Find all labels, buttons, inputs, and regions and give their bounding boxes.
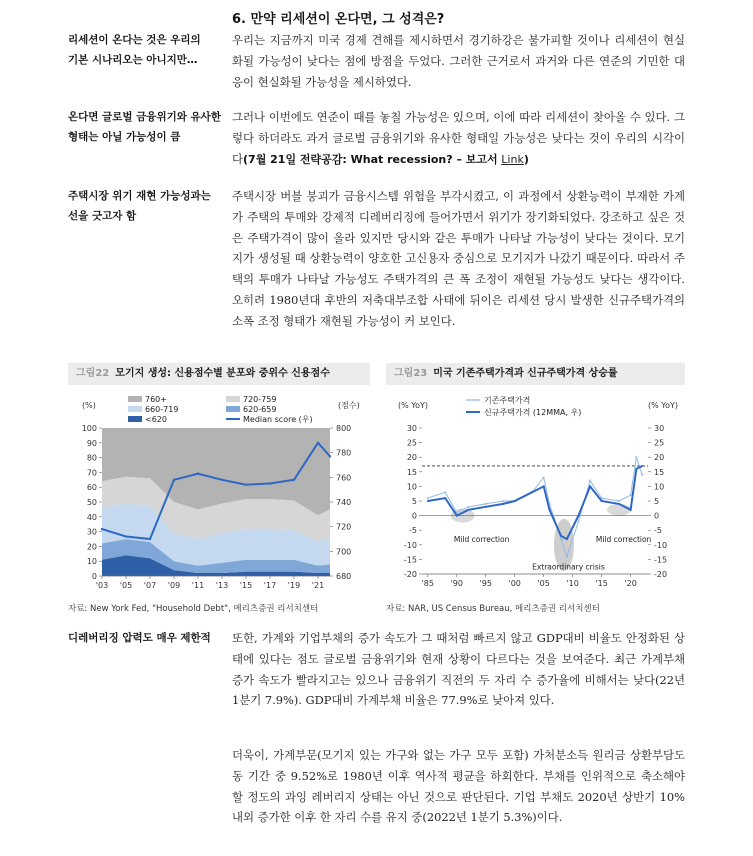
new-price-point	[531, 491, 533, 493]
left-tick-label: 70	[86, 468, 97, 478]
legend-swatch-620-659	[226, 406, 240, 412]
new-price-point	[566, 538, 568, 540]
side-note-line: 형태는 아닐 가능성이 큼	[68, 131, 181, 143]
paragraph-4: 또한, 가계와 기업부채의 증가 속도가 그 때처럼 빠르지 않고 GDP대비 비율도 안정화된 상태에 있다는 점도 글로벌 금융위기와 현재 상황이 다르다는 것을 보여준다. 최근 가계부채 증가 속도가 빨라지고는 있으나 금융위기 직전의 두 자리 수 증가율에 비해서는 낮다(22년 1분기 7.9%). GDP대비 가계부채 비율은 77.9%로 낮아져 있다.	[232, 631, 685, 708]
left-tick-label: 60	[86, 483, 97, 493]
median-score-point	[317, 442, 319, 444]
legend-620: <620	[145, 415, 167, 424]
new-price-point	[502, 503, 504, 505]
paragraph-2-text: 그러나 이번에도 연준이 때를 놓칠 가능성은 있으며, 이에 따라 리세션이 찾아올 수 있다. 그렇다 하더라도 과거 글로벌 금융위기와 유사한 형태일 가능성은 낮다는 것이 우리의 시각이다	[232, 110, 685, 166]
median-score-point	[101, 528, 103, 530]
left-tick-label: 0	[411, 511, 417, 521]
new-price-point	[485, 506, 487, 508]
legend-swatch-760	[128, 396, 142, 402]
median-score-point	[149, 538, 151, 540]
paragraph-2	[232, 107, 685, 170]
existing-price-point	[589, 480, 591, 482]
right-tick-label: 760	[336, 473, 352, 483]
x-tick-label: '05	[119, 581, 133, 590]
figure23-right-unit: (% YoY)	[648, 401, 678, 410]
median-score-point	[269, 482, 271, 484]
median-score-point	[125, 535, 127, 537]
new-price-point	[514, 500, 516, 502]
legend-660: 660-719	[145, 405, 179, 414]
figure22-chart	[68, 392, 370, 598]
legend-new: 신규주택가격 (12MMA, 우)	[484, 408, 582, 417]
report-reference-close: )	[523, 152, 529, 166]
legend-720: 720-759	[243, 395, 277, 404]
new-price-point	[589, 485, 591, 487]
side-note-deleveraging	[68, 628, 228, 648]
x-tick-label: '85	[421, 579, 434, 588]
side-note-line: 기본 시나리오는 아니지만…	[68, 54, 198, 66]
legend-620-659: 620-659	[243, 405, 277, 414]
left-tick-label: -15	[403, 555, 417, 565]
new-home-price-line	[428, 466, 642, 539]
left-tick-label: -20	[403, 570, 417, 579]
existing-price-point	[444, 491, 446, 493]
median-score-point	[245, 484, 247, 486]
new-price-point	[641, 465, 643, 467]
median-score-point	[173, 479, 175, 481]
existing-price-point	[427, 497, 429, 499]
left-tick-label: 90	[86, 438, 97, 448]
right-tick-label: 10	[654, 482, 665, 492]
right-tick-label: 720	[336, 522, 352, 532]
x-tick-label: '19	[287, 581, 301, 590]
x-tick-label: '15	[239, 581, 253, 590]
right-tick-label: -15	[654, 555, 668, 565]
paragraph-5: 더욱이, 가계부문(모기지 있는 가구와 없는 가구 모두 포함) 가처분소득 원리금 상환부담도 동 기간 중 9.52%로 1980년 이후 역사적 평균을 하회한다. 부채를 인위적으로 축소해야 할 정도의 과잉 레버리지 상태는 아닌 것으로 판단된다. 기업 부채도 2020년 상반기 10% 내외 증가한 이후 한 자리 수를 유지 중(2022년 1분기 5.3%)이다.	[232, 748, 685, 825]
new-price-point	[543, 485, 545, 487]
paragraph-1: 우리는 지금까지 미국 경제 견해를 제시하면서 경기하강은 불가피할 것이나 리세션이 현실화될 가능성이 낮다는 점에 방점을 두었다. 그러한 근거로서 과거와 다른 연준의 기민한 대응이 현실화될 가능성을 제시하였다.	[232, 33, 685, 89]
median-score-point	[197, 472, 199, 474]
left-tick-label: -5	[409, 526, 417, 536]
median-score-point	[329, 455, 331, 457]
annotation-mild-correction-2: Mild correction	[595, 534, 652, 544]
legend-swatch-720	[226, 396, 240, 402]
median-score-point	[293, 479, 295, 481]
side-note-gfc	[68, 107, 228, 147]
existing-price-point	[543, 477, 545, 479]
side-note-line: 디레버리징 압력도 매우 제한적	[68, 632, 211, 644]
left-tick-label: 80	[86, 453, 97, 463]
figure23-source: 자료: NAR, US Census Bureau, 메리츠증권 리서치센터	[386, 604, 600, 614]
left-tick-label: 25	[406, 438, 417, 448]
right-tick-label: -5	[654, 526, 662, 536]
x-tick-label: '07	[143, 581, 157, 590]
right-tick-label: 25	[654, 438, 665, 448]
legend-existing: 기존주택가격	[484, 396, 531, 405]
left-tick-label: 100	[81, 424, 97, 433]
x-tick-label: '95	[479, 579, 492, 588]
x-tick-label: '20	[624, 579, 637, 588]
existing-price-point	[630, 494, 632, 496]
report-reference: (7월 21일 전략공감: What recession? – 보고서	[243, 152, 498, 166]
left-tick-label: 15	[406, 467, 417, 477]
left-tick-label: 10	[86, 557, 97, 567]
right-tick-label: 680	[336, 572, 352, 581]
right-tick-label: 5	[654, 497, 660, 506]
figure22-header	[68, 363, 370, 385]
x-tick-label: '03	[95, 581, 109, 590]
mild-correction-highlight-2	[607, 504, 631, 516]
new-price-point	[560, 535, 562, 537]
new-price-point	[630, 509, 632, 511]
section-title: 6. 만약 리세션이 온다면, 그 성격은?	[232, 12, 445, 27]
x-tick-label: '13	[215, 581, 229, 590]
existing-price-point	[635, 456, 637, 458]
figure22-title: 모기지 생성: 신용점수별 분포와 중위수 신용점수	[115, 368, 330, 379]
existing-price-point	[467, 506, 469, 508]
right-tick-label: 700	[336, 547, 352, 557]
right-tick-label: 30	[654, 424, 665, 433]
new-price-point	[548, 509, 550, 511]
new-price-point	[635, 468, 637, 470]
new-price-point	[618, 503, 620, 505]
report-link[interactable]: Link	[501, 152, 524, 166]
figure22-plot-area	[101, 428, 331, 576]
right-tick-label: 740	[336, 498, 352, 507]
left-tick-label: 20	[86, 542, 97, 552]
existing-price-point	[618, 500, 620, 502]
left-tick-label: -10	[403, 540, 417, 550]
x-tick-label: '10	[566, 579, 579, 588]
new-price-point	[444, 497, 446, 499]
new-price-point	[601, 500, 603, 502]
left-tick-label: 30	[406, 424, 417, 433]
existing-price-point	[560, 538, 562, 540]
x-tick-label: '21	[311, 581, 325, 590]
x-tick-label: '05	[537, 579, 550, 588]
left-tick-label: 5	[411, 497, 417, 506]
figure23-left-unit: (% YoY)	[398, 401, 428, 410]
left-tick-label: 50	[86, 498, 97, 507]
figure23-header	[386, 363, 685, 385]
existing-price-point	[566, 555, 568, 557]
right-tick-label: 20	[654, 453, 665, 463]
legend-760: 760+	[145, 395, 167, 404]
new-price-point	[467, 509, 469, 511]
figure23-chart	[386, 392, 685, 598]
side-note-line: 주택시장 위기 재현 가능성과는	[68, 190, 211, 202]
figure23-number: 그림23	[394, 368, 428, 379]
left-tick-label: 10	[406, 482, 417, 492]
legend-swatch-660	[128, 406, 142, 412]
x-tick-label: '90	[450, 579, 463, 588]
x-tick-label: '00	[508, 579, 521, 588]
median-score-point	[221, 479, 223, 481]
figure23-title: 미국 기존주택가격과 신규주택가격 상승률	[433, 368, 618, 379]
legend-swatch-620	[128, 416, 142, 422]
side-note-line: 리세션이 온다는 것은 우리의	[68, 34, 201, 46]
side-note-line: 선을 긋고자 함	[68, 210, 137, 222]
annotation-mild-correction: Mild correction	[453, 534, 510, 544]
x-tick-label: '15	[595, 579, 608, 588]
side-note-recession	[68, 30, 228, 70]
right-tick-label: 0	[654, 511, 660, 521]
x-tick-label: '11	[191, 581, 205, 590]
right-tick-label: 780	[336, 448, 352, 458]
figure22-left-unit: (%)	[82, 401, 96, 410]
existing-price-point	[502, 500, 504, 502]
figure22-source: 자료: New York Fed, "Household Debt", 메리츠증권 리서치센터	[68, 604, 319, 614]
new-price-point	[577, 515, 579, 517]
side-note-line: 온다면 글로벌 금융위기와 유사한	[68, 111, 221, 123]
left-tick-label: 30	[86, 527, 97, 537]
left-tick-label: 0	[91, 572, 97, 581]
left-tick-label: 20	[406, 453, 417, 463]
new-price-point	[427, 500, 429, 502]
existing-price-point	[577, 520, 579, 522]
annotation-extraordinary-crisis: Extraordinary crisis	[532, 562, 605, 572]
left-tick-label: 40	[86, 512, 97, 522]
side-note-housing	[68, 186, 228, 226]
existing-price-point	[485, 503, 487, 505]
right-tick-label: -20	[654, 570, 668, 579]
figure22-number: 그림22	[76, 368, 110, 379]
right-tick-label: -10	[654, 540, 668, 550]
paragraph-3: 주택시장 버블 붕괴가 금융시스템 위험을 부각시켰고, 이 과정에서 상환능력이 부재한 가계가 주택의 투매와 강제적 디레버리징에 들어가면서 위기가 장기화되었다. 강조하고 싶은 것은 주택가격이 많이 올라 있지만 당시와 같은 투매가 나타날 가능성이 낮다는 것이다. 모기지가 생성될 때 상환능력이 양호한 고신용자 중심으로 모기지가 나갔기 때문이다. 따라서 주택의 투매가 나타날 가능성도 주택가격의 큰 폭 조정이 재현될 가능성도 낮다는 생각이다. 오히려 1980년대 후반의 저축대부조합 사태에 뒤이은 리세션 당시 발생한 신규주택가격의 소폭 조정 형태가 재현될 가능성이 커 보인다.	[232, 189, 685, 328]
x-tick-label: '17	[263, 581, 277, 590]
legend-median: Median score (우)	[243, 415, 313, 424]
new-price-point	[456, 515, 458, 517]
right-tick-label: 800	[336, 424, 352, 433]
existing-price-point	[641, 474, 643, 476]
x-tick-label: '09	[167, 581, 181, 590]
figure23-plot-area	[422, 456, 652, 571]
right-tick-label: 15	[654, 467, 665, 477]
figure22-right-unit: (점수)	[338, 401, 360, 410]
